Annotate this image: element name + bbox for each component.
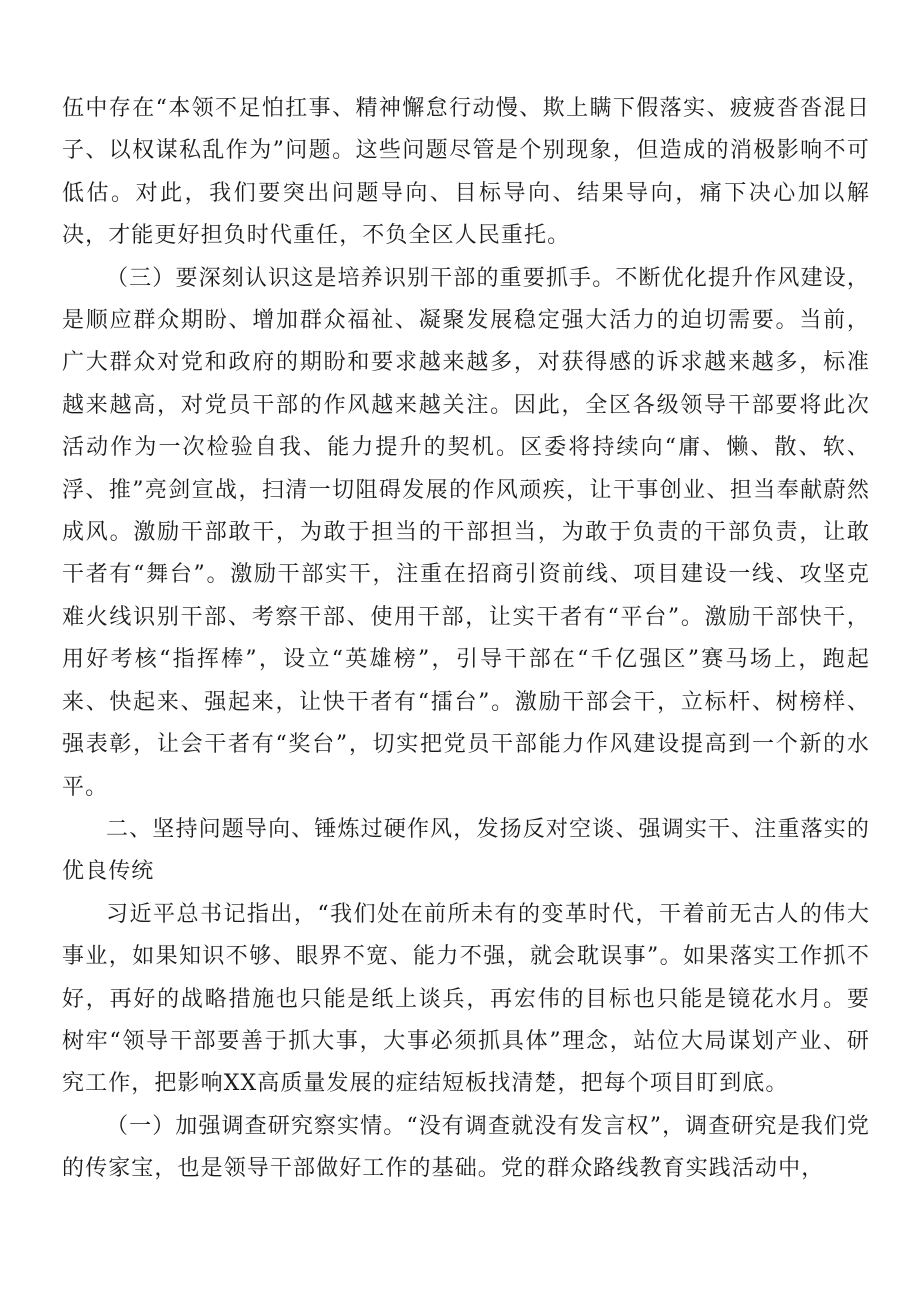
section-heading-two: 二、坚持问题导向、锤炼过硬作风，发扬反对空谈、强调实干、注重落实的优良传统 xyxy=(62,816,870,885)
paragraph-section-three: （三）要深刻认识这是培养识别干部的重要抓手。不断优化提升作风建设，是顺应群众期盼、增加群众福祉、凝聚发展稳定强大活力的迫切需要。当前，广大群众对党和政府的期盼和要求越来越多，对获得感的诉求越来越多，标准越来越高，对党员干部的作风越来越关注。因此，全区各级领导干部要将此次活动作为一次检验自我、能力提升的契机。区委将持续向“庸、懒、散、软、浮、推”亮剑宣战，扫清一切阻碍发展的作风顽疾，让干事创业、担当奉献蔚然成风。激励干部敢干，为敢于担当的干部担当，为敢于负责的干部负责，让敢干者有“舞台”。激励干部实干，注重在招商引资前线、项目建设一线、攻坚克难火线识别干部、考察干部、使用干部，让实干者有“平台”。激励干部快干，用好考核“指挥棒”，设立“英雄榜”，引导干部在“千亿强区”赛马场上，跑起来、快起来、强起来，让快干者有“擂台”。激励干部会干，立标杆、树榜样、强表彰，让会干者有“奖台”，切实把党员干部能力作风建设提高到一个新的水平。 xyxy=(62,265,870,800)
paragraph-continuation: 伍中存在“本领不足怕扛事、精神懈怠行动慢、欺上瞒下假落实、疲疲沓沓混日子、以权谋私乱作为”问题。这些问题尽管是个别现象，但造成的消极影响不可低估。对此，我们要突出问题导向、目标导向、结果导向，痛下决心加以解决，才能更好担负时代重任，不负全区人民重托。 xyxy=(62,96,870,249)
document-body xyxy=(62,88,870,1191)
paragraph-xi-quote: 习近平总书记指出，“我们处在前所未有的变革时代，干着前无古人的伟大事业，如果知识不够、眼界不宽、能力不强，就会耽误事”。如果落实工作抓不好，再好的战略措施也只能是纸上谈兵，再宏伟的目标也只能是镜花水月。要树牢“领导干部要善于抓大事，大事必须抓具体”理念，站位大局谋划产业、研究工作，把影响XX高质量发展的症结短板找清楚，把每个项目盯到底。 xyxy=(62,901,870,1097)
paragraph-subsection-one: （一）加强调查研究察实情。“没有调查就没有发言权”，调查研究是我们党的传家宝，也是领导干部做好工作的基础。党的群众路线教育实践活动中， xyxy=(62,1113,870,1182)
